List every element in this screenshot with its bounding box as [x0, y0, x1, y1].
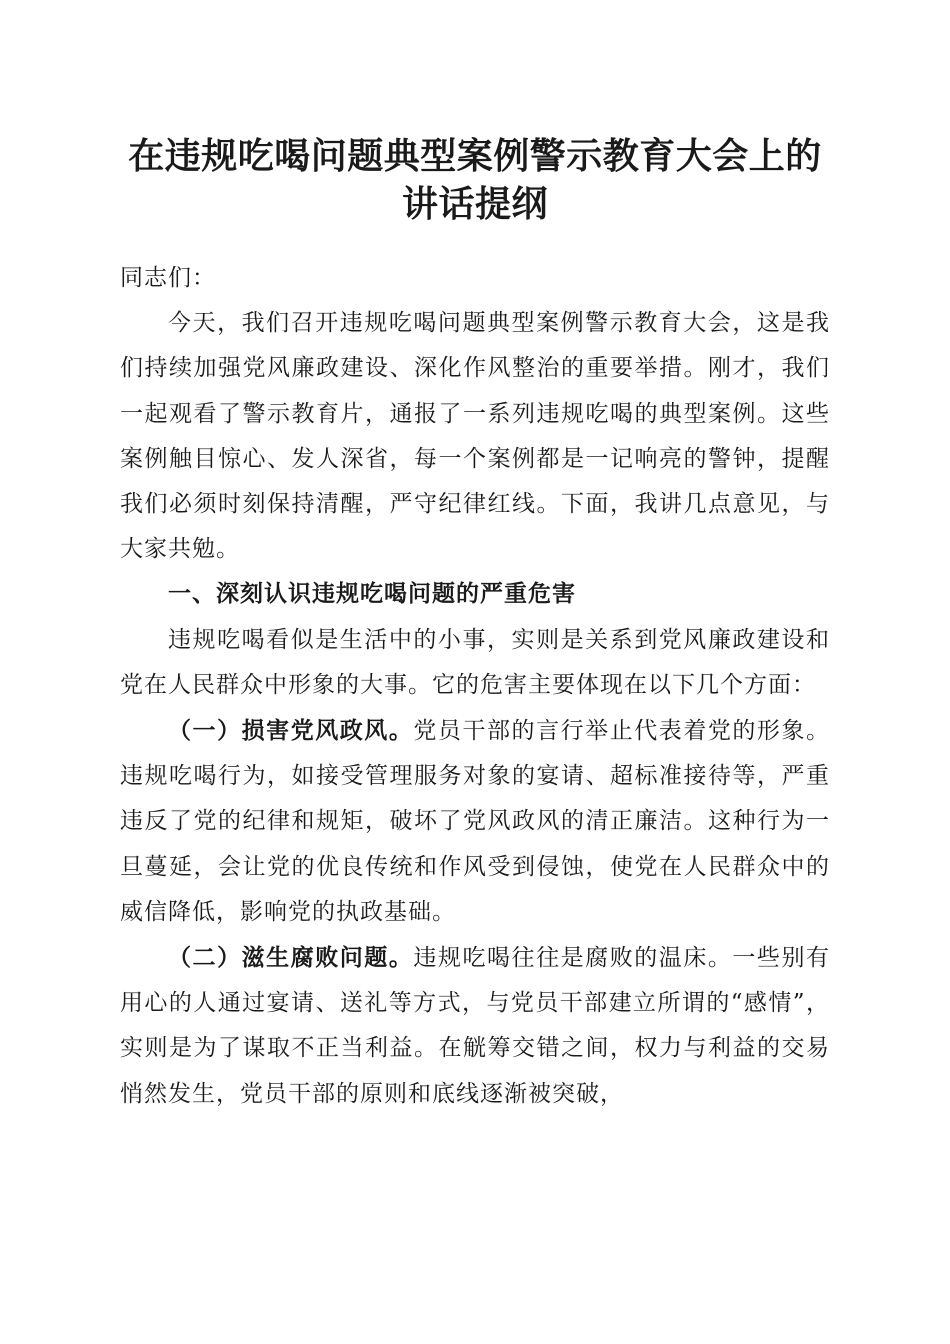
section-heading-1: 一、深刻认识违规吃喝问题的严重危害	[168, 581, 576, 608]
intro-paragraph: 今天，我们召开违规吃喝问题典型案例警示教育大会，这是我们持续加强党风廉政建设、深化作风整治的重要举措。刚才，我们一起观看了警示教育片，通报了一系列违规吃喝的典型案例。这些案例触目惊心、发人深省，每一个案例都是一记响亮的警钟，提醒我们必须时刻保持清醒，严守纪律红线。下面，我讲几点意见，与大家共勉。	[120, 310, 830, 563]
document-body	[120, 256, 830, 1117]
point-2-paragraph	[120, 935, 830, 1117]
section1-intro-paragraph: 违规吃喝看似是生活中的小事，实则是关系到党风廉政建设和党在人民群众中形象的大事。它的危害主要体现在以下几个方面：	[120, 626, 830, 698]
point-2-text: 违规吃喝往往是腐败的温床。一些别有用心的人通过宴请、送礼等方式，与党员干部建立所谓的“感情”，实则是为了谋取不正当利益。在觥筹交错之间，权力与利益的交易悄然发生，党员干部的原则和底线逐渐被突破，	[120, 945, 831, 1107]
document-title: 在违规吃喝问题典型案例警示教育大会上的讲话提纲	[128, 135, 822, 225]
greeting: 同志们：	[120, 265, 216, 291]
point-1-lead: （一）损害党风政风。	[168, 717, 414, 745]
point-1-paragraph	[120, 708, 830, 935]
point-2-lead: （二）滋生腐败问题。	[168, 944, 414, 972]
point-1-text: 党员干部的言行举止代表着党的形象。违规吃喝行为，如接受管理服务对象的宴请、超标准接待等，严重违反了党的纪律和规矩，破坏了党风政风的清正廉洁。这种行为一旦蔓延，会让党的优良传统和作风受到侵蚀，使党在人民群众中的威信降低，影响党的执政基础。	[120, 718, 831, 925]
